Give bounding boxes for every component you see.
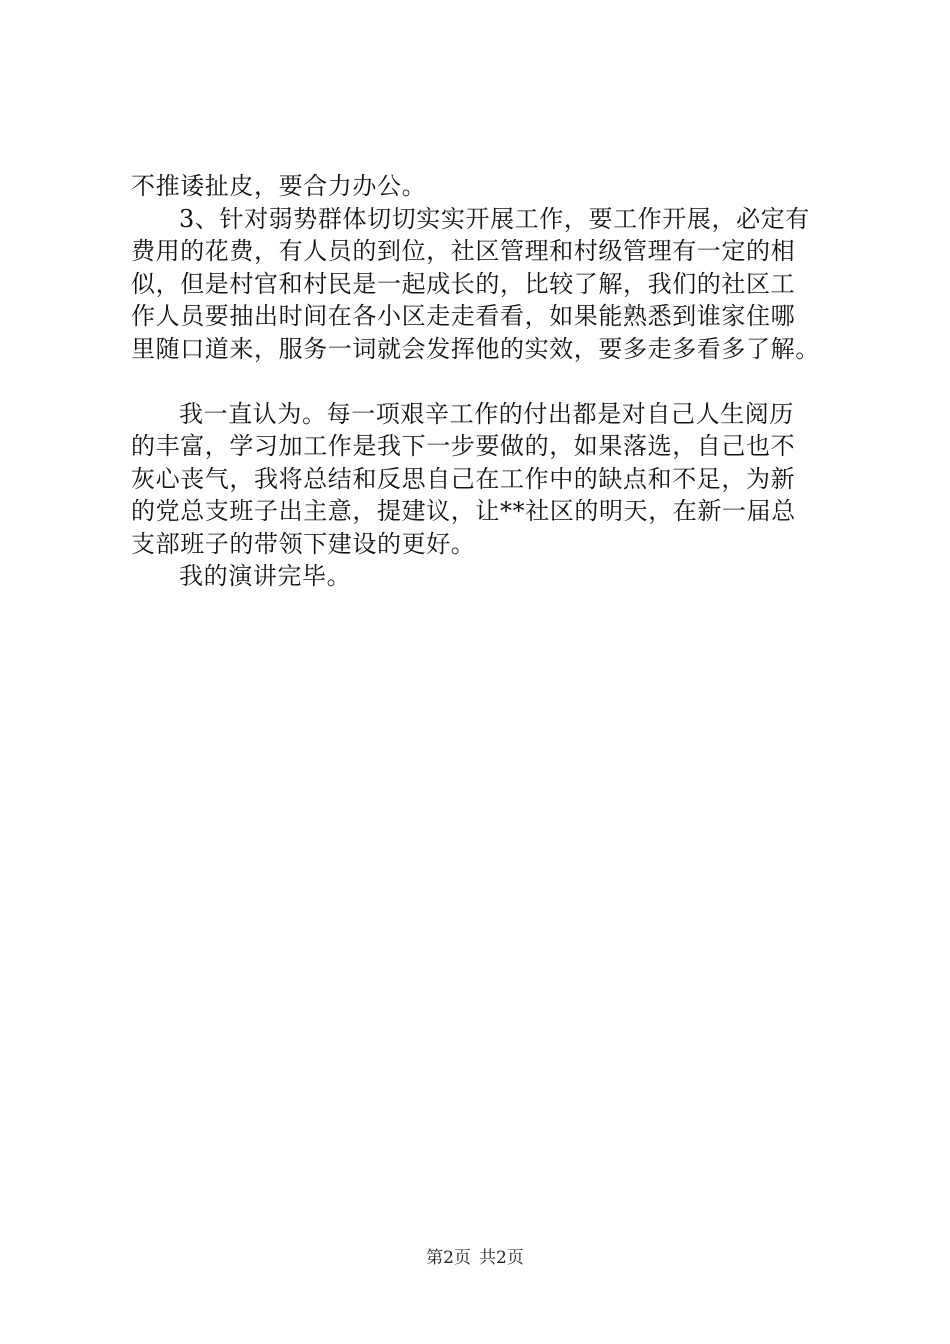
text-line: 支部班子的带领下建设的更好。	[131, 529, 476, 558]
text-line: 我的演讲完毕。	[179, 562, 352, 590]
text-line: 我一直认为。每一项艰辛工作的付出都是对自己人生阅历	[179, 399, 794, 428]
paragraph-gap	[131, 365, 831, 398]
text-line: 3、针对弱势群体切切实实开展工作，要工作开展，必定有	[179, 204, 810, 233]
text-line: 似，但是村官和村民是一起成长的，比较了解，我们的社区工	[131, 269, 796, 298]
text-line: 的丰富，学习加工作是我下一步要做的，如果落选，自己也不	[131, 432, 796, 460]
text-line: 的党总支班子出主意，提建议，让**社区的明天，在新一届总	[131, 497, 796, 525]
page-number-current: 第2页	[426, 1248, 471, 1268]
page-footer	[0, 1243, 950, 1268]
text-line: 灰心丧气，我将总结和反思自己在工作中的缺点和不足，为新	[131, 464, 796, 493]
text-line: 不推诿扯皮，要合力办公。	[131, 172, 427, 200]
document-body	[131, 170, 831, 593]
text-line: 里随口道来，服务一词就会发挥他的实效，要多走多看多了解。	[131, 334, 820, 363]
text-line: 作人员要抽出时间在各小区走走看看，如果能熟悉到谁家住哪	[131, 302, 796, 330]
page-number-total: 共2页	[479, 1248, 524, 1268]
text-line: 费用的花费，有人员的到位，社区管理和村级管理有一定的相	[131, 237, 796, 265]
